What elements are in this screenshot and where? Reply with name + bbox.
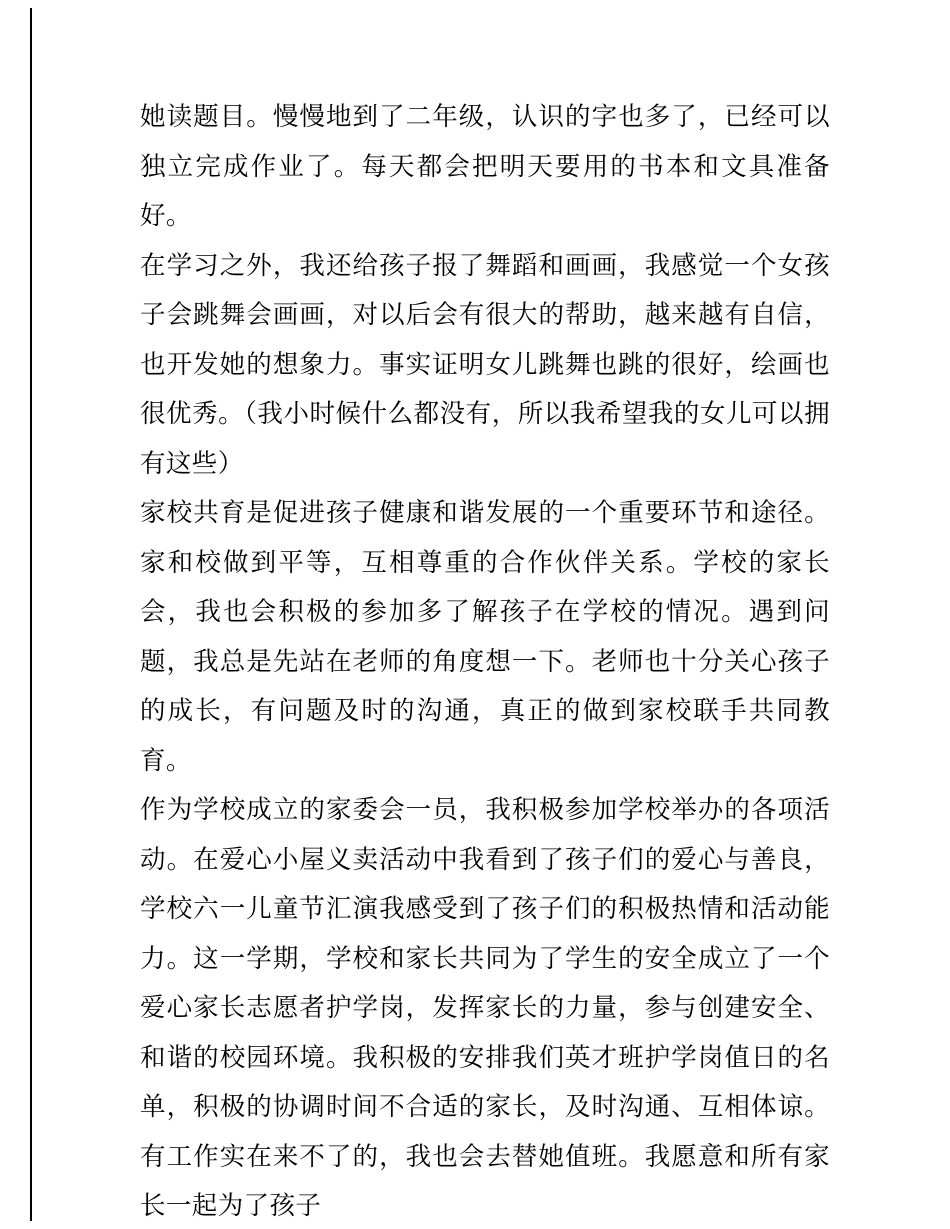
paragraph: 她读题目。慢慢地到了二年级，认识的字也多了，已经可以独立完成作业了。每天都会把明天要用的书本和文具准备好。 — [140, 102, 830, 230]
page-left-rule — [30, 8, 32, 1221]
document-text-body — [140, 92, 830, 1229]
paragraph: 作为学校成立的家委会一员，我积极参加学校举办的各项活动。在爱心小屋义卖活动中我看到了孩子们的爱心与善良，学校六一儿童节汇演我感受到了孩子们的积极热情和活动能力。这一学期，学校和家长共同为了学生的安全成立了一个爱心家长志愿者护学岗，发挥家长的力量，参与创建安全、和谐的校园环境。我积极的安排我们英才班护学岗值日的名单，积极的协调时间不合适的家长，及时沟通、互相体谅。有工作实在来不了的，我也会去替她值班。我愿意和所有家长一起为了孩子 — [140, 795, 830, 1220]
paragraph: 家校共育是促进孩子健康和谐发展的一个重要环节和途径。家和校做到平等，互相尊重的合作伙伴关系。学校的家长会，我也会积极的参加多了解孩子在学校的情况。遇到问题，我总是先站在老师的角度想一下。老师也十分关心孩子的成长，有问题及时的沟通，真正的做到家校联手共同教育。 — [140, 498, 830, 775]
paragraph: 在学习之外，我还给孩子报了舞蹈和画画，我感觉一个女孩子会跳舞会画画，对以后会有很大的帮助，越来越有自信，也开发她的想象力。事实证明女儿跳舞也跳的很好，绘画也很优秀。（我小时候什么都没有，所以我希望我的女儿可以拥有这些） — [140, 250, 830, 478]
